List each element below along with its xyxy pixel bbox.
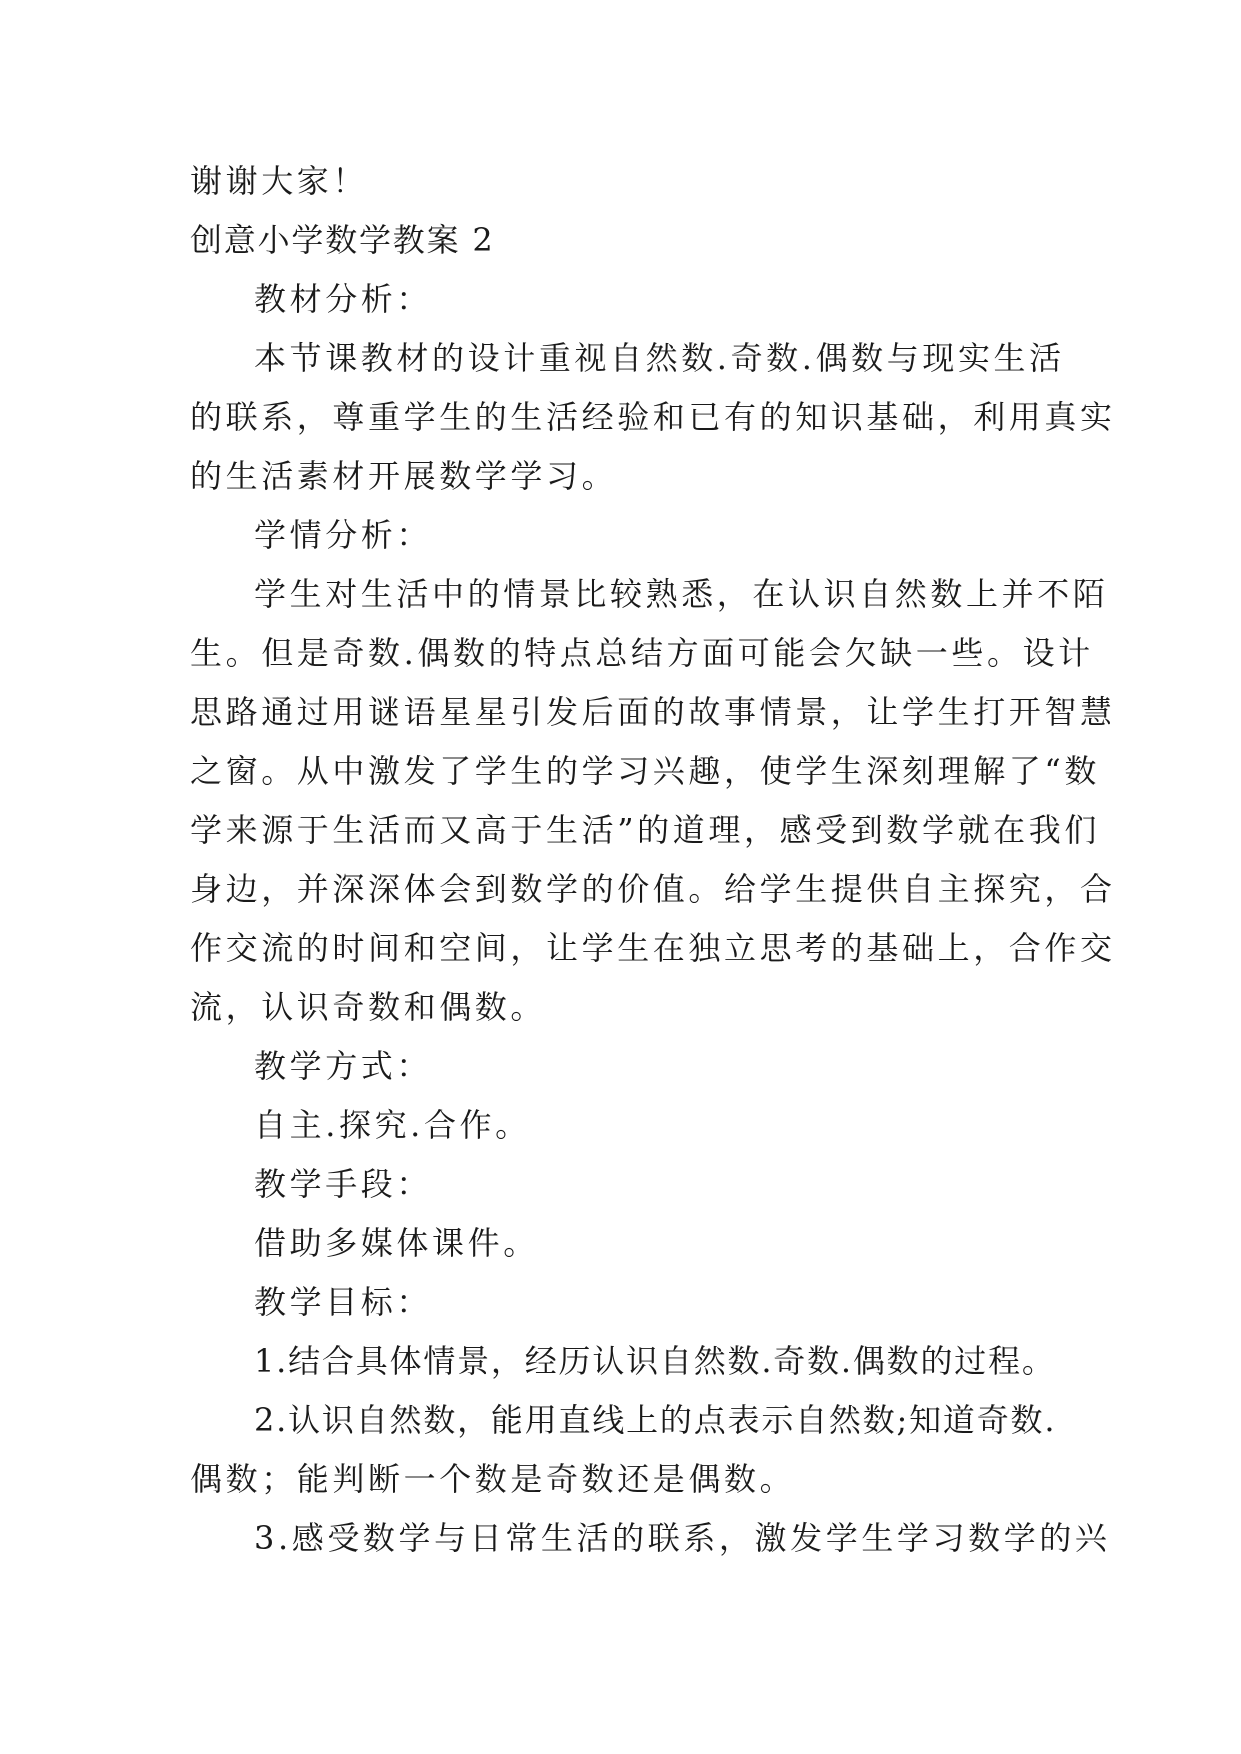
document-page xyxy=(190,152,1116,1568)
paragraph-line: 之窗。从中激发了学生的学习兴趣，使学生深刻理解了“数 xyxy=(190,752,1100,790)
paragraph-line: 偶数；能判断一个数是奇数还是偶数。 xyxy=(190,1460,796,1498)
section-heading-textbook-analysis: 教材分析： xyxy=(254,280,433,318)
paragraph-line: 作交流的时间和空间，让学生在独立思考的基础上，合作交 xyxy=(190,929,1116,967)
paragraph-line: 本节课教材的设计重视自然数.奇数.偶数与现实生活 xyxy=(254,339,1065,377)
paragraph-line: 的联系，尊重学生的生活经验和已有的知识基础，利用真实 xyxy=(190,398,1116,436)
goal-item: 1.结合具体情景，经历认识自然数.奇数.偶数的过程。 xyxy=(254,1342,1056,1380)
section-heading-teaching-means: 教学手段： xyxy=(254,1165,433,1203)
paragraph-line: 的生活素材开展数学学习。 xyxy=(190,457,618,495)
paragraph-line: 流，认识奇数和偶数。 xyxy=(190,988,547,1026)
paragraph-line: 生。但是奇数.偶数的特点总结方面可能会欠缺一些。设计 xyxy=(190,634,1094,672)
section-heading-teaching-goals: 教学目标： xyxy=(254,1283,433,1321)
paragraph-line: 思路通过用谜语星星引发后面的故事情景，让学生打开智慧 xyxy=(190,693,1116,731)
goal-item: 3.感受数学与日常生活的联系，激发学生学习数学的兴 xyxy=(254,1519,1111,1557)
paragraph-line: 学生对生活中的情景比较熟悉，在认识自然数上并不陌 xyxy=(254,575,1109,613)
document-title: 创意小学数学教案 2 xyxy=(190,221,495,259)
paragraph-line: 学来源于生活而又高于生活”的道理，感受到数学就在我们 xyxy=(190,811,1100,849)
paragraph-line: 借助多媒体课件。 xyxy=(254,1224,539,1262)
paragraph-line: 自主.探究.合作。 xyxy=(254,1106,531,1144)
section-heading-student-analysis: 学情分析： xyxy=(254,516,433,554)
closing-line: 谢谢大家！ xyxy=(190,162,369,200)
section-heading-teaching-method: 教学方式： xyxy=(254,1047,433,1085)
paragraph-line: 身边，并深深体会到数学的价值。给学生提供自主探究，合 xyxy=(190,870,1116,908)
goal-item: 2.认识自然数，能用直线上的点表示自然数;知道奇数. xyxy=(254,1401,1057,1439)
